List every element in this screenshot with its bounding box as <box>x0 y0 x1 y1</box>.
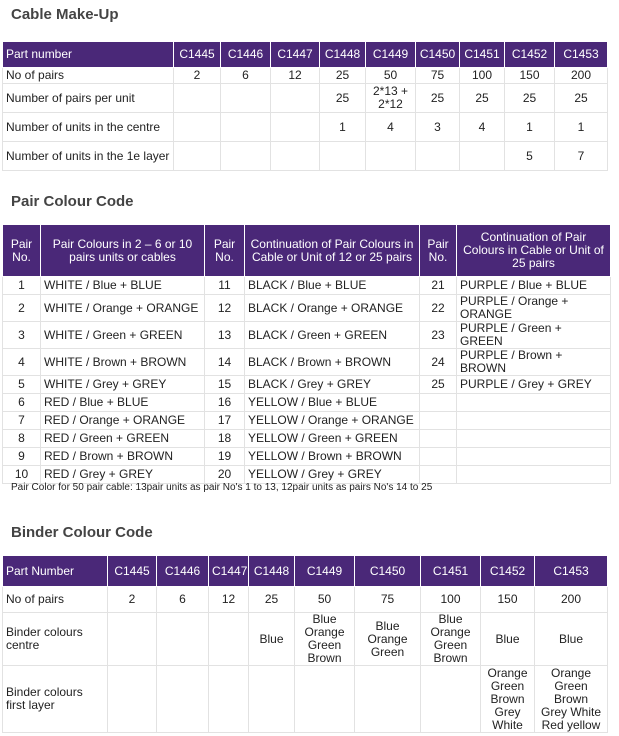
table-row <box>3 412 611 430</box>
table-row <box>3 448 611 466</box>
pair-colour: WHITE / Grey + GREY <box>41 376 205 394</box>
pair-number: 1 <box>3 277 41 295</box>
pair-number: 21 <box>420 277 457 295</box>
row-label: Binder colours first layer <box>3 666 108 733</box>
header-cell: C1445 <box>174 42 221 68</box>
table-cell <box>209 613 249 666</box>
pair-colour <box>457 448 611 466</box>
table-row <box>3 613 608 666</box>
pair-number <box>420 448 457 466</box>
pair-number: 23 <box>420 322 457 349</box>
table-cell <box>460 142 505 171</box>
pair-number: 14 <box>205 349 245 376</box>
table-cell: 25 <box>416 84 460 113</box>
pair-colour-table <box>2 224 611 484</box>
row-label: Number of units in the 1e layer <box>3 142 174 171</box>
header-cell: Pair Colours in 2 – 6 or 10 pairs units or cables <box>41 225 205 277</box>
header-cell: C1447 <box>209 556 249 587</box>
pair-number: 17 <box>205 412 245 430</box>
table-cell: 75 <box>416 68 460 84</box>
table-row <box>3 277 611 295</box>
pair-colour: RED / Grey + GREY <box>41 466 205 484</box>
table-cell: 7 <box>555 142 608 171</box>
pair-colour: YELLOW / Grey + GREY <box>245 466 420 484</box>
table-cell <box>174 84 221 113</box>
header-cell: Continuation of Pair Colours in Cable or Unit of 12 or 25 pairs <box>245 225 420 277</box>
table-cell <box>249 666 295 733</box>
table-row <box>3 349 611 376</box>
pair-number: 3 <box>3 322 41 349</box>
pair-number <box>420 394 457 412</box>
table-cell: 50 <box>366 68 416 84</box>
row-label: No of pairs <box>3 587 108 613</box>
pair-number: 16 <box>205 394 245 412</box>
table-cell <box>295 666 355 733</box>
row-label: No of pairs <box>3 68 174 84</box>
pair-colour: RED / Blue + BLUE <box>41 394 205 412</box>
table-cell <box>209 666 249 733</box>
table-cell: Orange Green Brown Grey White <box>481 666 535 733</box>
table-cell: 200 <box>535 587 608 613</box>
pair-colour: PURPLE / Green + GREEN <box>457 322 611 349</box>
pair-colour <box>457 394 611 412</box>
table-row <box>3 322 611 349</box>
table-row <box>3 587 608 613</box>
cable-makeup-title: Cable Make-Up <box>11 6 119 23</box>
table-cell: Blue Orange Green Brown <box>421 613 481 666</box>
pair-colour: YELLOW / Orange + ORANGE <box>245 412 420 430</box>
table-row <box>3 394 611 412</box>
cable-makeup-table <box>2 41 608 171</box>
pair-number: 11 <box>205 277 245 295</box>
table-row <box>3 113 608 142</box>
table-cell: 50 <box>295 587 355 613</box>
header-cell: C1445 <box>108 556 157 587</box>
header-cell: Part Number <box>3 556 108 587</box>
pair-number <box>420 412 457 430</box>
row-label: Number of units in the centre <box>3 113 174 142</box>
table-row <box>3 466 611 484</box>
pair-number <box>420 430 457 448</box>
table-cell <box>271 113 320 142</box>
pair-colour: BLACK / Green + GREEN <box>245 322 420 349</box>
header-cell: C1452 <box>505 42 555 68</box>
table-cell: Blue <box>535 613 608 666</box>
pair-colour: WHITE / Orange + ORANGE <box>41 295 205 322</box>
pair-colour: BLACK / Blue + BLUE <box>245 277 420 295</box>
pair-colour: RED / Orange + ORANGE <box>41 412 205 430</box>
pair-number: 13 <box>205 322 245 349</box>
table-cell <box>355 666 421 733</box>
cable-makeup-header-row <box>3 42 608 68</box>
pair-number: 20 <box>205 466 245 484</box>
pair-colour <box>457 412 611 430</box>
pair-number: 15 <box>205 376 245 394</box>
table-cell: 100 <box>460 68 505 84</box>
table-row <box>3 376 611 394</box>
pair-colour: BLACK / Grey + GREY <box>245 376 420 394</box>
pair-colour: WHITE / Blue + BLUE <box>41 277 205 295</box>
table-cell <box>320 142 366 171</box>
table-cell: 3 <box>416 113 460 142</box>
pair-number: 24 <box>420 349 457 376</box>
binder-colour-table <box>2 555 608 733</box>
pair-colour: PURPLE / Blue + BLUE <box>457 277 611 295</box>
table-cell: 1 <box>555 113 608 142</box>
pair-colour: YELLOW / Brown + BROWN <box>245 448 420 466</box>
table-cell <box>416 142 460 171</box>
table-row <box>3 142 608 171</box>
header-cell: C1448 <box>320 42 366 68</box>
binder-colour-header-row <box>3 556 608 587</box>
pair-colour: RED / Green + GREEN <box>41 430 205 448</box>
table-cell: 25 <box>460 84 505 113</box>
table-cell: 1 <box>505 113 555 142</box>
pair-colour: WHITE / Green + GREEN <box>41 322 205 349</box>
table-cell: 200 <box>555 68 608 84</box>
pair-number: 18 <box>205 430 245 448</box>
header-cell: C1449 <box>366 42 416 68</box>
header-cell: C1446 <box>157 556 209 587</box>
pair-colour: PURPLE / Orange + ORANGE <box>457 295 611 322</box>
table-cell <box>157 613 209 666</box>
header-cell: C1446 <box>221 42 271 68</box>
table-cell: 2*13 + 2*12 <box>366 84 416 113</box>
header-cell: C1451 <box>460 42 505 68</box>
table-cell: 100 <box>421 587 481 613</box>
pair-number: 5 <box>3 376 41 394</box>
table-row <box>3 84 608 113</box>
pair-number: 22 <box>420 295 457 322</box>
table-cell: Blue <box>481 613 535 666</box>
table-row <box>3 68 608 84</box>
header-cell: Pair No. <box>420 225 457 277</box>
pair-colour: PURPLE / Brown + BROWN <box>457 349 611 376</box>
table-cell: 25 <box>320 68 366 84</box>
table-row <box>3 666 608 733</box>
table-cell: Blue Orange Green Brown <box>295 613 355 666</box>
pair-colour-note: Pair Color for 50 pair cable: 13pair units as pair No's 1 to 13, 12pair units as pairs No's 14 to 25 <box>11 482 433 493</box>
pair-number: 7 <box>3 412 41 430</box>
pair-number: 2 <box>3 295 41 322</box>
pair-colour <box>457 466 611 484</box>
pair-colour: PURPLE / Grey + GREY <box>457 376 611 394</box>
pair-number: 25 <box>420 376 457 394</box>
table-cell <box>221 84 271 113</box>
table-cell: 4 <box>460 113 505 142</box>
table-cell <box>157 666 209 733</box>
table-cell: 6 <box>157 587 209 613</box>
table-cell: 6 <box>221 68 271 84</box>
table-cell: Blue <box>249 613 295 666</box>
table-cell <box>108 613 157 666</box>
table-cell <box>108 666 157 733</box>
pair-number: 4 <box>3 349 41 376</box>
table-cell: 4 <box>366 113 416 142</box>
header-cell: C1447 <box>271 42 320 68</box>
header-cell: C1453 <box>535 556 608 587</box>
table-cell: 2 <box>108 587 157 613</box>
pair-number: 19 <box>205 448 245 466</box>
pair-colour: BLACK / Brown + BROWN <box>245 349 420 376</box>
pair-number <box>420 466 457 484</box>
table-cell <box>271 142 320 171</box>
header-cell: C1450 <box>416 42 460 68</box>
table-cell: 150 <box>481 587 535 613</box>
pair-colour: BLACK / Orange + ORANGE <box>245 295 420 322</box>
pair-number: 6 <box>3 394 41 412</box>
header-cell: Pair No. <box>205 225 245 277</box>
table-cell: 25 <box>320 84 366 113</box>
table-cell: 25 <box>505 84 555 113</box>
table-cell <box>221 113 271 142</box>
header-cell: C1450 <box>355 556 421 587</box>
pair-number: 8 <box>3 430 41 448</box>
pair-number: 12 <box>205 295 245 322</box>
binder-colour-title: Binder Colour Code <box>11 524 153 541</box>
header-cell: C1448 <box>249 556 295 587</box>
table-cell: 75 <box>355 587 421 613</box>
table-cell <box>366 142 416 171</box>
header-cell: C1449 <box>295 556 355 587</box>
table-cell: Blue Orange Green <box>355 613 421 666</box>
header-cell: Continuation of Pair Colours in Cable or Unit of 25 pairs <box>457 225 611 277</box>
row-label: Binder colours centre <box>3 613 108 666</box>
table-cell: 5 <box>505 142 555 171</box>
header-cell: C1451 <box>421 556 481 587</box>
pair-colour-title: Pair Colour Code <box>11 193 134 210</box>
pair-colour: WHITE / Brown + BROWN <box>41 349 205 376</box>
pair-colour <box>457 430 611 448</box>
pair-colour: RED / Brown + BROWN <box>41 448 205 466</box>
pair-colour: YELLOW / Green + GREEN <box>245 430 420 448</box>
header-cell: C1453 <box>555 42 608 68</box>
pair-colour: YELLOW / Blue + BLUE <box>245 394 420 412</box>
table-row <box>3 295 611 322</box>
pair-number: 10 <box>3 466 41 484</box>
pair-colour-header-row <box>3 225 611 277</box>
row-label: Number of pairs per unit <box>3 84 174 113</box>
table-cell: 25 <box>249 587 295 613</box>
table-cell <box>221 142 271 171</box>
table-cell: 12 <box>271 68 320 84</box>
table-cell: 25 <box>555 84 608 113</box>
table-cell <box>174 142 221 171</box>
table-cell: 2 <box>174 68 221 84</box>
header-cell: Pair No. <box>3 225 41 277</box>
table-cell <box>174 113 221 142</box>
table-row <box>3 430 611 448</box>
header-cell: Part number <box>3 42 174 68</box>
table-cell <box>271 84 320 113</box>
table-cell <box>421 666 481 733</box>
table-cell: 150 <box>505 68 555 84</box>
table-cell: 1 <box>320 113 366 142</box>
table-cell: Orange Green Brown Grey White Red yellow <box>535 666 608 733</box>
header-cell: C1452 <box>481 556 535 587</box>
table-cell: 12 <box>209 587 249 613</box>
pair-number: 9 <box>3 448 41 466</box>
